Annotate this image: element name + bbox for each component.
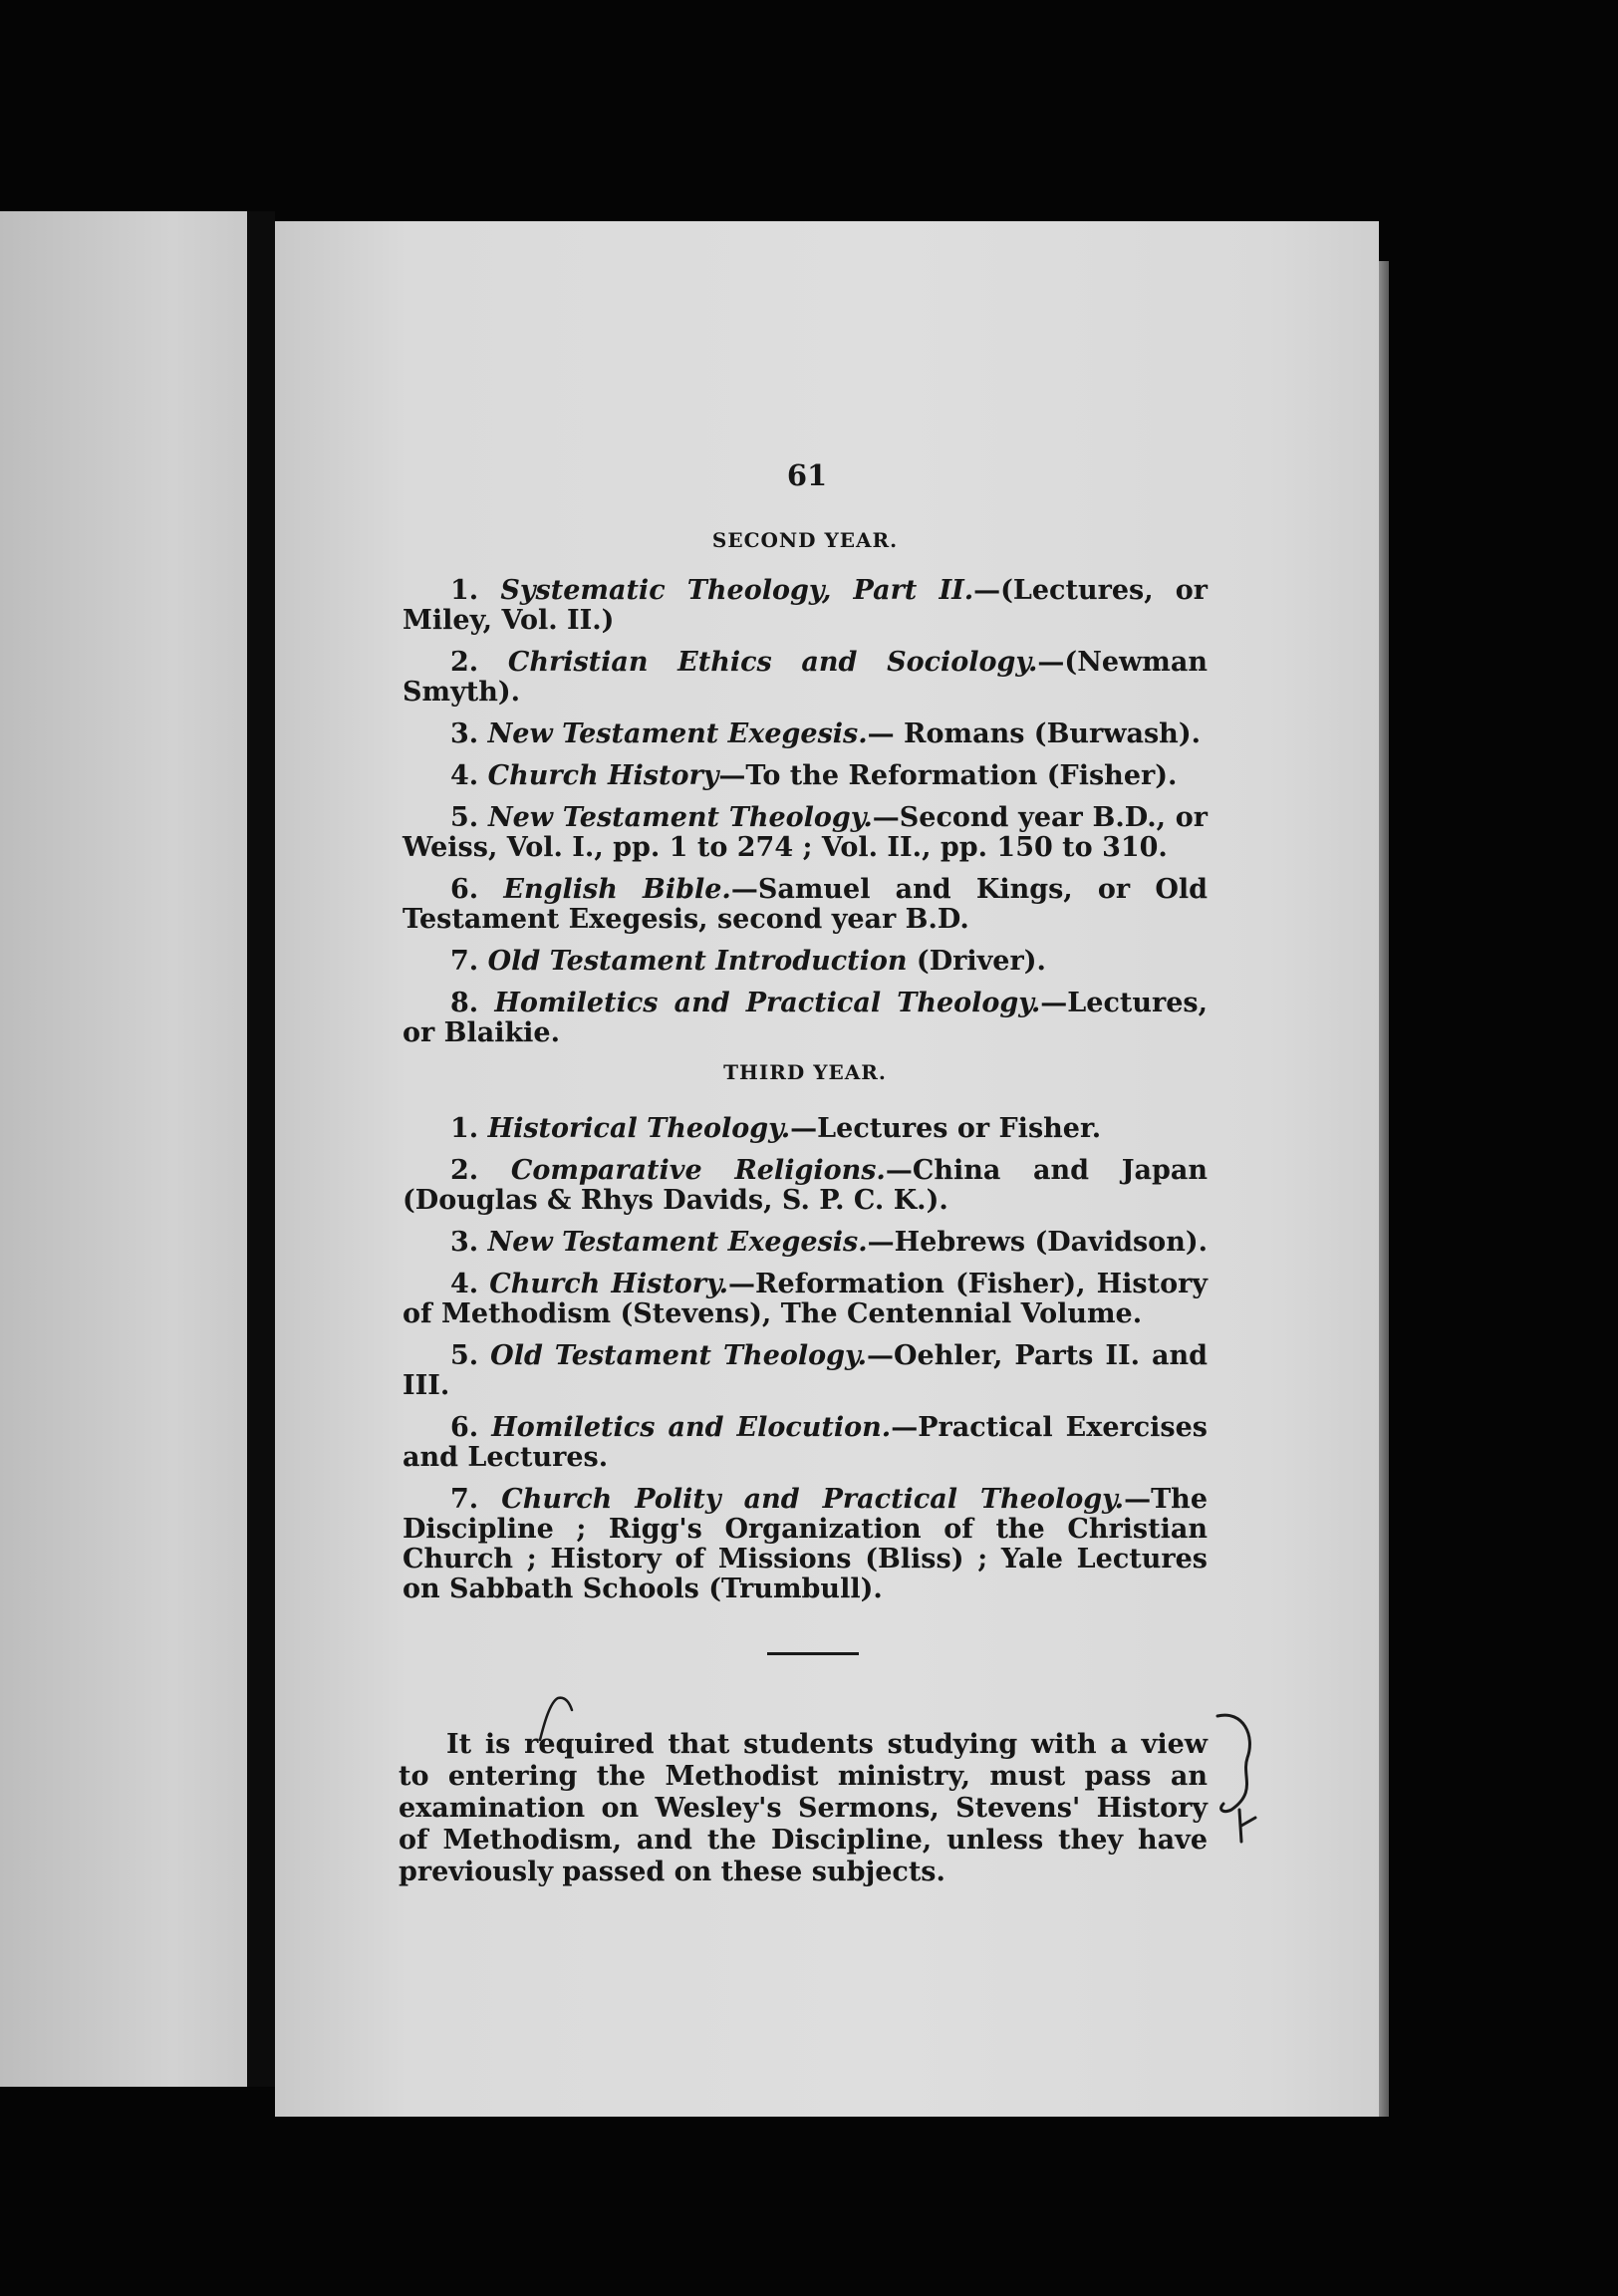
left-page <box>0 211 247 2087</box>
course-entry: 1. Systematic Theology, Part II.—(Lectures, or Miley, Vol. II.) <box>403 575 1208 636</box>
handwritten-tick-mark <box>1233 1806 1259 1846</box>
course-entry: 5. New Testament Theology.—Second year B.D., or Weiss, Vol. I., pp. 1 to 274 ; Vol. II., pp. 150 to 310. <box>403 802 1208 863</box>
second-year-list <box>403 576 1208 1060</box>
page-number: 61 <box>786 458 828 492</box>
course-entry: 5. Old Testament Theology.—Oehler, Parts II. and III. <box>403 1340 1208 1401</box>
second-year-heading: SECOND YEAR. <box>711 528 899 552</box>
course-entry: 1. Historical Theology.—Lectures or Fisher. <box>450 1113 1102 1144</box>
section-divider <box>767 1652 859 1655</box>
handwritten-bracket-mark <box>1214 1706 1269 1818</box>
third-year-heading: THIRD YEAR. <box>723 1060 887 1084</box>
course-entry: 2. Christian Ethics and Sociology.—(Newman Smyth). <box>403 647 1208 708</box>
course-entry: 6. English Bible.—Samuel and Kings, or Old Testament Exegesis, second year B.D. <box>403 874 1208 935</box>
course-entry: 7. Church Polity and Practical Theology.—The Discipline ; Rigg's Organization of the Christian Church ; History of Missions (Bliss) ; Yale Lectures on Sabbath Schools (Trumbull). <box>403 1484 1208 1604</box>
requirement-note: It is required that students studying with a view to entering the Methodist ministry, must pass an examination on Wesley's Sermons, Stevens' History of Methodism, and the Discipline, unless they have previously passed on these subjects. <box>399 1729 1208 1887</box>
course-entry: 3. New Testament Exegesis.—Hebrews (Davidson). <box>450 1227 1208 1258</box>
course-entry: 7. Old Testament Introduction (Driver). <box>450 946 1046 977</box>
third-year-list <box>403 1114 1208 1616</box>
book-gutter <box>247 211 275 2087</box>
course-entry: 4. Church History—To the Reformation (Fisher). <box>450 760 1178 791</box>
course-entry: 4. Church History.—Reformation (Fisher), History of Methodism (Stevens), The Centennial Volume. <box>403 1269 1208 1329</box>
course-entry: 6. Homiletics and Elocution.—Practical Exercises and Lectures. <box>403 1412 1208 1473</box>
course-entry: 3. New Testament Exegesis.— Romans (Burwash). <box>450 718 1201 749</box>
course-entry: 2. Comparative Religions.—China and Japan (Douglas & Rhys Davids, S. P. C. K.). <box>403 1155 1208 1216</box>
handwritten-caret-mark <box>536 1694 576 1744</box>
page-edge <box>1379 261 1389 2117</box>
course-entry: 8. Homiletics and Practical Theology.—Lectures, or Blaikie. <box>403 988 1209 1048</box>
